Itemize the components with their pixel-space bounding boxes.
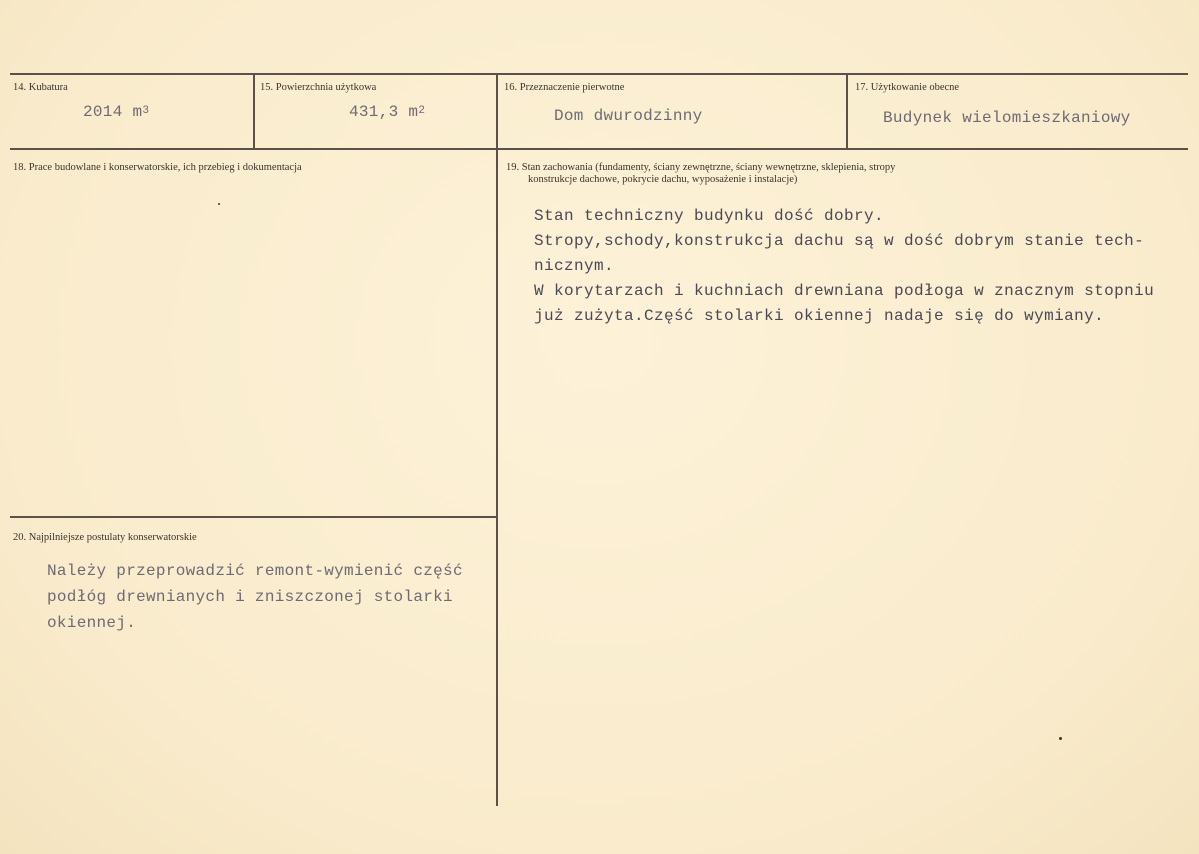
postulaty-label: 20. Najpilniejsze postulaty konserwatorskie [13, 532, 197, 543]
stan-line: W korytarzach i kuchniach drewniana podłoga w znacznym stopniu [534, 282, 1155, 300]
col-divider-3 [846, 74, 848, 150]
powierzchnia-value-text: 431,3 m [349, 103, 419, 121]
stan-text-block [534, 204, 1154, 329]
postulaty-line: podłóg drewnianych i zniszczonej stolarki [47, 588, 453, 606]
paper-speck [1059, 737, 1062, 740]
uzytkowanie-label: 17. Użytkowanie obecne [855, 82, 960, 93]
col-divider-1 [253, 74, 255, 150]
col-divider-2 [496, 74, 498, 806]
przeznaczenie-value: Dom dwurodzinny [554, 107, 703, 125]
przeznaczenie-label: 16. Przeznaczenie pierwotne [504, 82, 625, 93]
postulaty-line: Należy przeprowadzić remont-wymienić część [47, 562, 463, 580]
paper-speck [218, 203, 220, 205]
stan-line: nicznym. [534, 257, 615, 275]
powierzchnia-unit-power: 2 [418, 105, 426, 117]
kubatura-value-text: 2014 m [83, 103, 143, 121]
stan-line: Stropy,schody,konstrukcja dachu są w dość dobrym stanie tech- [534, 232, 1145, 250]
kubatura-unit-power: 3 [142, 105, 150, 117]
postulaty-line: okiennej. [47, 614, 137, 632]
prace-label: 18. Prace budowlane i konserwatorskie, ich przebieg i dokumentacja [13, 162, 302, 173]
stan-label-line1: 19. Stan zachowania (fundamenty, ściany zewnętrzne, ściany wewnętrzne, sklepienia, stropy [506, 162, 896, 173]
powierzchnia-value [349, 103, 425, 121]
powierzchnia-label: 15. Powierzchnia użytkowa [260, 82, 377, 93]
stan-line: już zużyta.Część stolarki okiennej nadaje się do wymiany. [534, 307, 1105, 325]
kubatura-value [83, 103, 149, 121]
stan-line: Stan techniczny budynku dość dobry. [534, 207, 885, 225]
postulaty-text-block [47, 558, 463, 636]
row1-bottom-line [10, 148, 1188, 150]
top-border-line [10, 73, 1188, 75]
stan-label-line2: konstrukcje dachowe, pokrycie dachu, wyposażenie i instalacje) [528, 174, 798, 185]
uzytkowanie-value: Budynek wielomieszkaniowy [883, 109, 1131, 127]
kubatura-label: 14. Kubatura [13, 82, 68, 93]
section20-top-line [10, 516, 497, 518]
